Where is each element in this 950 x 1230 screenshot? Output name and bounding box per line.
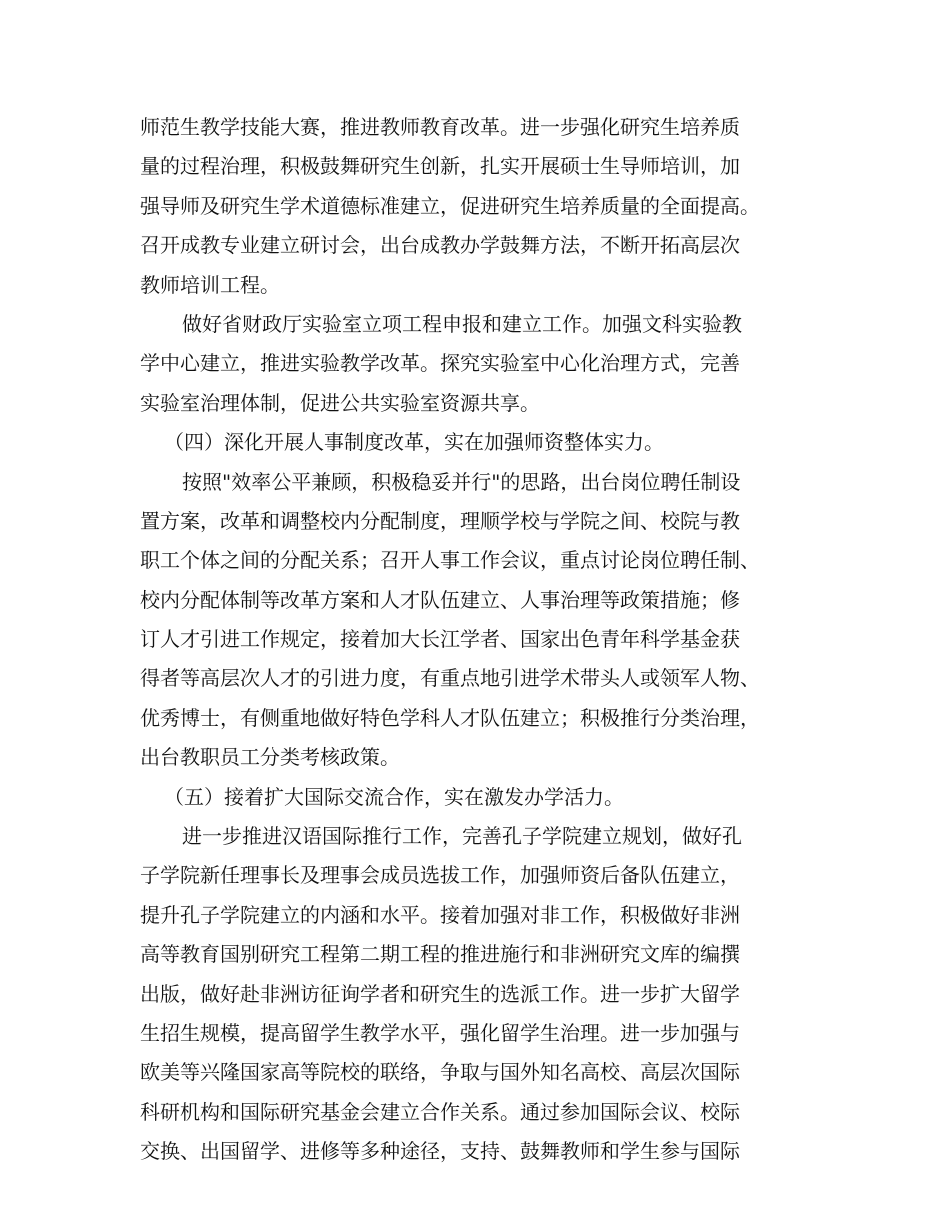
text-line: 职工个体之间的分配关系；召开人事工作会议，重点讨论岗位聘任制、 [140, 548, 760, 573]
text-line: 实验室治理体制，促进公共实验室资源共享。 [140, 390, 540, 415]
text-line: 得者等高层次人才的引进力度，有重点地引进学术带头人或领军人物、 [140, 666, 760, 691]
text-line: 高等教育国别研究工程第二期工程的推进施行和非洲研究文库的编撰 [140, 942, 740, 967]
text-line: 生招生规模，提高留学生教学水平，强化留学生治理。进一步加强与 [140, 1020, 740, 1045]
text-line: 出版，做好赴非洲访征询学者和研究生的选派工作。进一步扩大留学 [140, 981, 740, 1006]
section-heading-4: （四）深化开展人事制度改革，实在加强师资整体实力。 [164, 430, 664, 455]
text-line: 强导师及研究生学术道德标准建立，促进研究生培养质量的全面提高。 [140, 193, 760, 218]
text-line: 订人才引进工作规定，接着加大长江学者、国家出色青年科学基金获 [140, 627, 740, 652]
text-line: 量的过程治理，积极鼓舞研究生创新，扎实开展硕士生导师培训，加 [140, 154, 740, 179]
document-body [140, 108, 820, 1172]
paragraph-first-line: 做好省财政厅实验室立项工程申报和建立工作。加强文科实验教 [182, 311, 742, 336]
text-line: 子学院新任理事长及理事会成员选拔工作，加强师资后备队伍建立， [140, 863, 740, 888]
text-line: 师范生教学技能大赛，推进教师教育改革。进一步强化研究生培养质 [140, 115, 740, 139]
text-line: 校内分配体制等改革方案和人才队伍建立、人事治理等政策措施；修 [140, 587, 740, 612]
text-line: 交换、出国留学、进修等多种途径，支持、鼓舞教师和学生参与国际 [140, 1139, 740, 1164]
text-line: 教师培训工程。 [140, 272, 280, 297]
paragraph-first-line: 进一步推进汉语国际推行工作，完善孔子学院建立规划，做好孔 [182, 824, 742, 849]
text-line: 欧美等兴隆国家高等院校的联络，争取与国外知名高校、高层次国际 [140, 1060, 740, 1085]
section-heading-5: （五）接着扩大国际交流合作，实在激发办学活力。 [164, 784, 624, 809]
paragraph-first-line: 按照"效率公平兼顾，积极稳妥并行"的思路，出台岗位聘任制设 [182, 469, 741, 494]
text-line: 召开成教专业建立研讨会，出台成教办学鼓舞方法，不断开拓高层次 [140, 233, 740, 258]
text-line: 优秀博士，有侧重地做好特色学科人才队伍建立；积极推行分类治理， [140, 705, 760, 730]
text-line: 置方案，改革和调整校内分配制度，理顺学校与学院之间、校院与教 [140, 508, 740, 533]
text-line: 提升孔子学院建立的内涵和水平。接着加强对非工作，积极做好非洲 [140, 902, 740, 927]
text-line: 学中心建立，推进实验教学改革。探究实验室中心化治理方式，完善 [140, 351, 740, 376]
text-line: 科研机构和国际研究基金会建立合作关系。通过参加国际会议、校际 [140, 1099, 740, 1124]
text-line: 出台教职员工分类考核政策。 [140, 745, 400, 770]
